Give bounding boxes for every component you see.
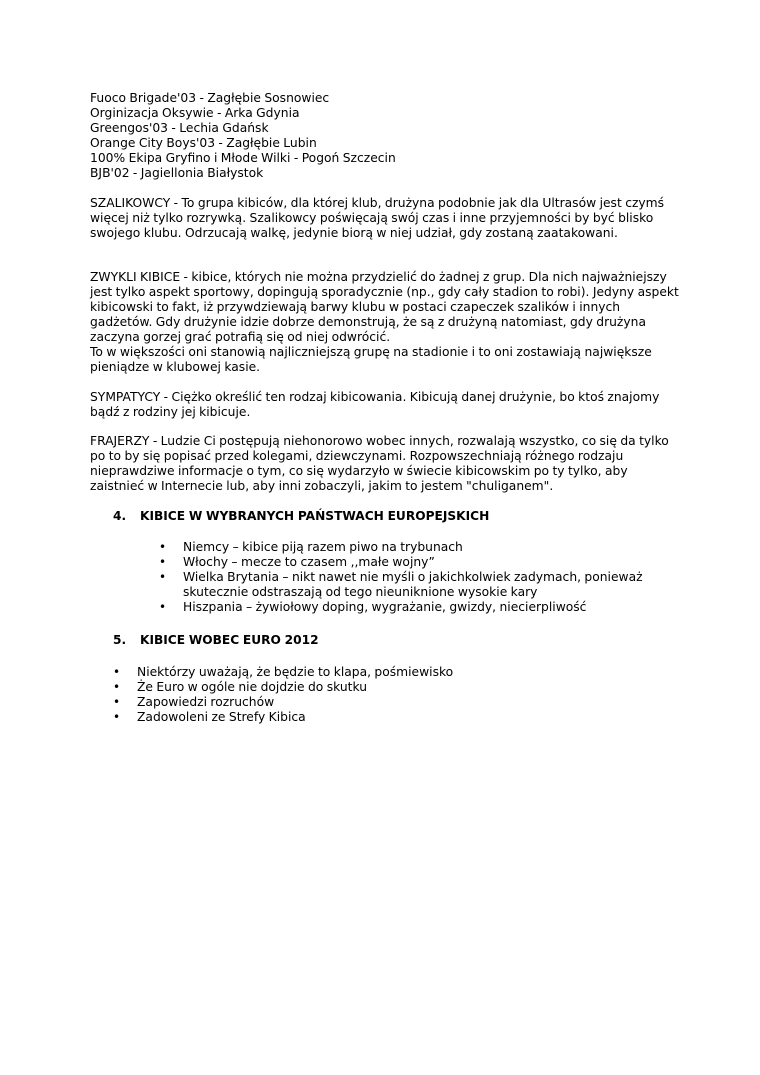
paragraph-sympatycy: SYMPATYCY - Ciężko określić ten rodzaj kibicowania. Kibicują danej drużynie, bo ktoś znajomy bądź z rodziny jej kibicuje. xyxy=(90,390,660,419)
bullet-icon: • xyxy=(113,695,121,709)
bullet-icon: • xyxy=(159,555,167,569)
list-item-text: Wielka Brytania – nikt nawet nie myśli o jakichkolwiek zadymach, ponieważ skutecznie odstraszają od tego nieuniknione wysokie kary xyxy=(183,570,643,599)
section-5-list xyxy=(113,665,657,725)
bullet-icon: • xyxy=(159,570,167,584)
list-item-text: Hiszpania – żywiołowy doping, wygrażanie, gwizdy, niecierpliwość xyxy=(183,600,587,614)
list-item xyxy=(159,570,673,600)
list-item xyxy=(159,555,673,570)
section-5-number: 5. xyxy=(113,633,127,647)
list-item xyxy=(113,680,657,695)
list-item-text: Zadowoleni ze Strefy Kibica xyxy=(137,710,306,724)
list-item-text: Zapowiedzi rozruchów xyxy=(137,695,275,709)
list-item-text: Że Euro w ogóle nie dojdzie do skutku xyxy=(137,680,368,694)
paragraph-zwykli-part2: To w większości oni stanowią najliczniejszą grupę na stadionie i to oni zostawiają największe pieniądze w klubowej kasie. xyxy=(90,345,652,374)
fan-group-line: Fuoco Brigade'03 - Zagłębie Sosnowiec xyxy=(90,91,330,105)
section-5-heading xyxy=(113,633,319,648)
list-item xyxy=(113,695,657,710)
fan-group-line: Orange City Boys'03 - Zagłębie Lubin xyxy=(90,136,317,150)
section-4-heading xyxy=(113,509,489,524)
bullet-icon: • xyxy=(113,665,121,679)
fan-group-line: 100% Ekipa Gryfino i Młode Wilki - Pogoń Szczecin xyxy=(90,151,396,165)
list-item-text: Włochy – mecze to czasem ,,małe wojny” xyxy=(183,555,435,569)
fan-group-line: Orginizacja Oksywie - Arka Gdynia xyxy=(90,106,300,120)
section-4-number: 4. xyxy=(113,509,127,523)
bullet-icon: • xyxy=(113,680,121,694)
section-4-list xyxy=(159,540,673,615)
list-item-text: Niemcy – kibice piją razem piwo na trybunach xyxy=(183,540,463,554)
fan-group-line: BJB'02 - Jagiellonia Białystok xyxy=(90,166,264,180)
list-item xyxy=(113,710,657,725)
list-item xyxy=(113,665,657,680)
bullet-icon: • xyxy=(159,540,167,554)
bullet-icon: • xyxy=(159,600,167,614)
list-item xyxy=(159,600,673,615)
paragraph-szalikowcy: SZALIKOWCY - To grupa kibiców, dla której klub, drużyna podobnie jak dla Ultrasów jest czymś więcej niż tylko rozrywką. Szalikowcy poświęcają swój czas i inne przyjemności by być blisko swojego klubu. Odrzucają walkę, jedynie biorą w niej udział, gdy zostaną zaatakowani. xyxy=(90,196,665,240)
list-item-text: Niektórzy uważają, że będzie to klapa, pośmiewisko xyxy=(137,665,454,679)
paragraph-zwykli-kibice xyxy=(90,270,680,375)
section-4-title: KIBICE W WYBRANYCH PAŃSTWACH EUROPEJSKICH xyxy=(140,509,490,523)
bullet-icon: • xyxy=(113,710,121,724)
section-5-title: KIBICE WOBEC EURO 2012 xyxy=(140,633,319,647)
paragraph-frajerzy: FRAJERZY - Ludzie Ci postępują niehonorowo wobec innych, rozwalają wszystko, co się da tylko po to by się popisać przed kolegami, dziewczynami. Rozpowszechniają różnego rodzaju nieprawdziwe informacje o tym, co się wydarzyło w świecie kibicowskim po ty tylko, aby zaistnieć w Internecie lub, aby inni zobaczyli, jakim to jestem "chuliganem". xyxy=(90,434,669,493)
fan-groups-list xyxy=(90,91,690,181)
fan-group-line: Greengos'03 - Lechia Gdańsk xyxy=(90,121,269,135)
paragraph-zwykli-part1: ZWYKLI KIBICE - kibice, których nie można przydzielić do żadnej z grup. Dla nich najważniejszy jest tylko aspekt sportowy, dopingują sporadycznie (np., gdy cały stadion to robi). Jedyny aspekt kibicowski to fakt, iż przywdziewają barwy klubu w postaci czapeczek szalików i innych gadżetów. Gdy drużynie idzie dobrze demonstrują, że są z drużyną natomiast, gdy drużyna zaczyna gorzej grać potrafią się od niej odwrócić. xyxy=(90,270,679,344)
list-item xyxy=(159,540,673,555)
